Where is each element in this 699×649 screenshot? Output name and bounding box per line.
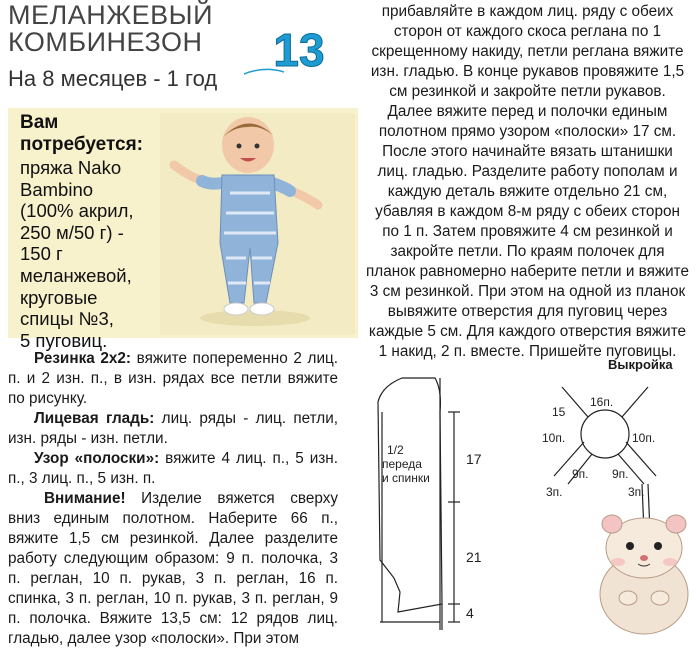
yoke-label-9-right: 9п. [612, 467, 629, 481]
rib-label: Резинка 2х2: [34, 350, 132, 367]
attention-text: Изделие вяжется сверху вниз единым полотном. Наберите 66 п., вяжите 1,5 см резинкой. Далее разделите работу следующим образом: 9 п. полочка, 3 п. реглан, 10 п. рукав, 3 п. реглан, 16 п. спинка, 3 п. реглан, 10 п. рукав, 3 п. реглан, 9 п. полочка. Вяжите 13,5 см: 12 рядов лиц. гладью, далее узор «полоски». При этом [8, 490, 338, 647]
stripes-text: вяжите 4 лиц. п., 5 изн. п., 3 лиц. п., 5 изн. п. [8, 450, 338, 487]
requirements-heading [20, 112, 143, 156]
yoke-label-15: 15 [552, 405, 566, 419]
stockinette-text: лиц. ряды - лиц. петли, изн. ряды - изн. петли. [8, 410, 338, 447]
yoke-label-10-left: 10п. [542, 431, 566, 445]
title [8, 2, 213, 56]
subtitle: На 8 месяцев - 1 год [8, 66, 218, 91]
requirement-line: 5 пуговиц. [20, 329, 108, 351]
baby-photo [160, 113, 355, 335]
requirement-line: меланжевой, [20, 264, 132, 286]
piece-label-1: 1/2 [387, 443, 404, 457]
stripes-label: Узор «полоски»: [34, 450, 160, 467]
yoke-label-10-right: 10п. [632, 431, 656, 445]
instructions-left [8, 349, 338, 649]
piece-label-3: и спинки [382, 471, 430, 485]
instructions-right-text: прибавляйте в каждом лиц. ряду с обеих сторон от каждого скоса реглана по 1 скрещенному накиду, петли реглана вяжите изн. гладью. В конце рукавов провяжите 1,5 см резинкой и закройте петли рукавов. Далее вяжите перед и полочки единым полотном прямо узором «полоски» 17 см. После этого начинайте вязать штанишки лиц. гладью. Разделите работу пополам и каждую деталь вяжите отдельно 21 см, убавляя в каждом 8-м ряду с обеих сторон по 1 п. Затем провяжите 4 см резинкой и закройте петли. По краям полочек для планок равномерно наберите петли и вяжите 3 см резинкой. При этом на одной из планок вывяжите отверстия для пуговиц через каждые 5 см. Для каждого отверстия вяжите 1 накид, 2 п. вместе. Пришейте пуговицы. [366, 3, 689, 360]
dimension-4: 4 [466, 605, 474, 621]
requirements-heading-line-2: потребуется: [20, 134, 143, 155]
yoke-label-3-right: 3п. [628, 485, 645, 499]
yoke-label-16: 16п. [590, 395, 614, 409]
dimension-21: 21 [466, 549, 482, 565]
requirements-list [20, 157, 134, 351]
requirement-line: 150 г [20, 243, 63, 265]
piece-label-2: переда [382, 457, 422, 471]
hamster-illustration [588, 506, 696, 638]
title-line-1: МЕЛАНЖЕВЫЙ [8, 0, 213, 30]
yoke-label-9-left: 9п. [572, 467, 589, 481]
pattern-piece-diagram [360, 372, 500, 640]
requirement-line: спицы №3, [20, 308, 114, 330]
instructions-right [365, 2, 690, 362]
pattern-title: Выкройка [608, 357, 673, 372]
stockinette-label: Лицевая гладь: [34, 410, 155, 427]
requirement-line: 250 м/50 г) - [20, 221, 124, 243]
dimension-17: 17 [466, 451, 482, 467]
yoke-label-3-left: 3п. [546, 485, 563, 499]
rib-text: вяжите попеременно 2 лиц. п. и 2 изн. п., в изн. рядах все петли вяжите по рисунку. [8, 350, 338, 407]
requirements-heading-line-1: Вам [20, 112, 59, 133]
title-line-2: КОМБИНЕЗОН [8, 27, 203, 57]
requirement-line: (100% акрил, [20, 200, 134, 222]
badge-number: 13 [273, 24, 325, 76]
requirement-line: круговые [20, 286, 98, 308]
requirement-line: Bambino [20, 178, 94, 200]
attention-label: Внимание! [44, 490, 126, 507]
requirement-line: пряжа Nako [20, 157, 122, 178]
decoration-line [244, 64, 284, 78]
